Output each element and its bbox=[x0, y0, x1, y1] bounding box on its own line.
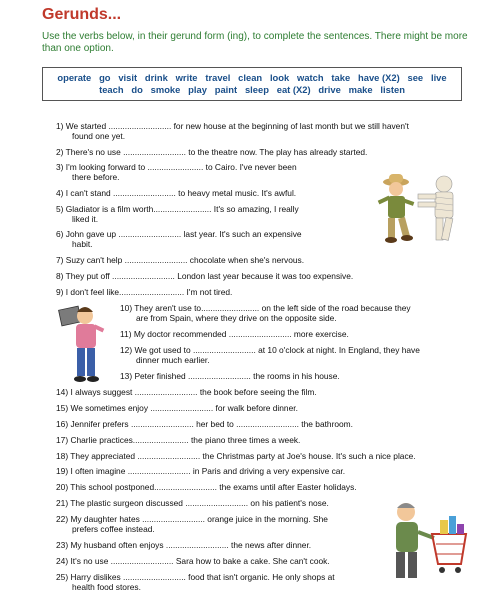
sentence-8: 8) They put off ........................... London last year because it was too expensive. bbox=[56, 271, 354, 281]
sentence-7: 7) Suzy can't help ........................... chocolate when she's nervous. bbox=[56, 255, 305, 265]
sentence-17: 17) Charlie practices........................ the piano three times a week. bbox=[56, 435, 301, 445]
sentence-5: 5) Gladiator is a film worth......................... It's so amazing, I really liked it. bbox=[56, 204, 299, 224]
sentence-20: 20) This school postponed........................... the exams until after Easter holidays. bbox=[56, 482, 357, 492]
word-bank bbox=[42, 67, 462, 101]
sentence-14: 14) I always suggest ........................... the book before seeing the film. bbox=[56, 387, 317, 397]
sentence-15: 15) We sometimes enjoy ........................... for walk before dinner. bbox=[56, 403, 298, 413]
explorer-mummy-cartoon bbox=[374, 170, 470, 252]
shopper-with-cart-cartoon bbox=[388, 498, 470, 590]
sentence-4: 4) I can't stand ........................... to heavy metal music. It's awful. bbox=[56, 188, 297, 198]
sentence-12: 12) We got used to ........................... at 10 o'clock at night. In England, they have dinner much earlier. bbox=[120, 345, 420, 365]
sentence-10: 10) They aren't use to......................... on the left side of the road because they are from Spain, where they drive on the opposite side. bbox=[120, 303, 411, 323]
sentence-18: 18) They appreciated ........................... the Christmas party at Joe's house. It's such a nice place. bbox=[56, 451, 416, 461]
sentence-9: 9) I don't feel like............................ I'm not tired. bbox=[56, 287, 233, 297]
sentence-13: 13) Peter finished ........................... the rooms in his house. bbox=[120, 371, 340, 381]
sentence-21: 21) The plastic surgeon discussed ........................... on his patient's nose. bbox=[56, 498, 329, 508]
sentence-6: 6) John gave up ........................... last year. It's such an expensive habit. bbox=[56, 229, 302, 249]
worksheet-title: Gerunds... bbox=[42, 6, 122, 23]
sentence-16: 16) Jennifer prefers ........................... her bed to ........................... the bathroom. bbox=[56, 419, 353, 429]
sentence-2: 2) There's no use ........................... to the theatre now. The play has already started. bbox=[56, 147, 368, 157]
sentence-24: 24) It's no use ........................... Sara how to bake a cake. She can't cook. bbox=[56, 556, 330, 566]
word-bank-row-2: teach do smoke play paint sleep eat (X2) drive make listen bbox=[99, 84, 405, 95]
sentence-22: 22) My daughter hates ........................... orange juice in the morning. She prefers coffee instead. bbox=[56, 514, 328, 534]
boy-with-book-cartoon bbox=[58, 300, 108, 390]
sentence-23: 23) My husband often enjoys ........................... the news after dinner. bbox=[56, 540, 312, 550]
sentence-3: 3) I'm looking forward to ........................ to Cairo. I've never been there before. bbox=[56, 162, 297, 182]
sentence-25: 25) Harry dislikes ........................... food that isn't organic. He only shops at health food stores. bbox=[56, 572, 335, 592]
sentence-11: 11) My doctor recommended ........................... more exercise. bbox=[120, 329, 349, 339]
sentence-1: 1) We started ........................... for new house at the beginning of last month but we still haven't found one yet. bbox=[56, 121, 409, 141]
sentence-19: 19) I often imagine ........................... in Paris and driving a very expensive car. bbox=[56, 466, 346, 476]
word-bank-row-1: operate go visit drink write travel clean look watch take have (X2) see live bbox=[57, 72, 447, 83]
instructions: Use the verbs below, in their gerund form (ing), to complete the sentences. There might be more than one option. bbox=[42, 31, 468, 54]
